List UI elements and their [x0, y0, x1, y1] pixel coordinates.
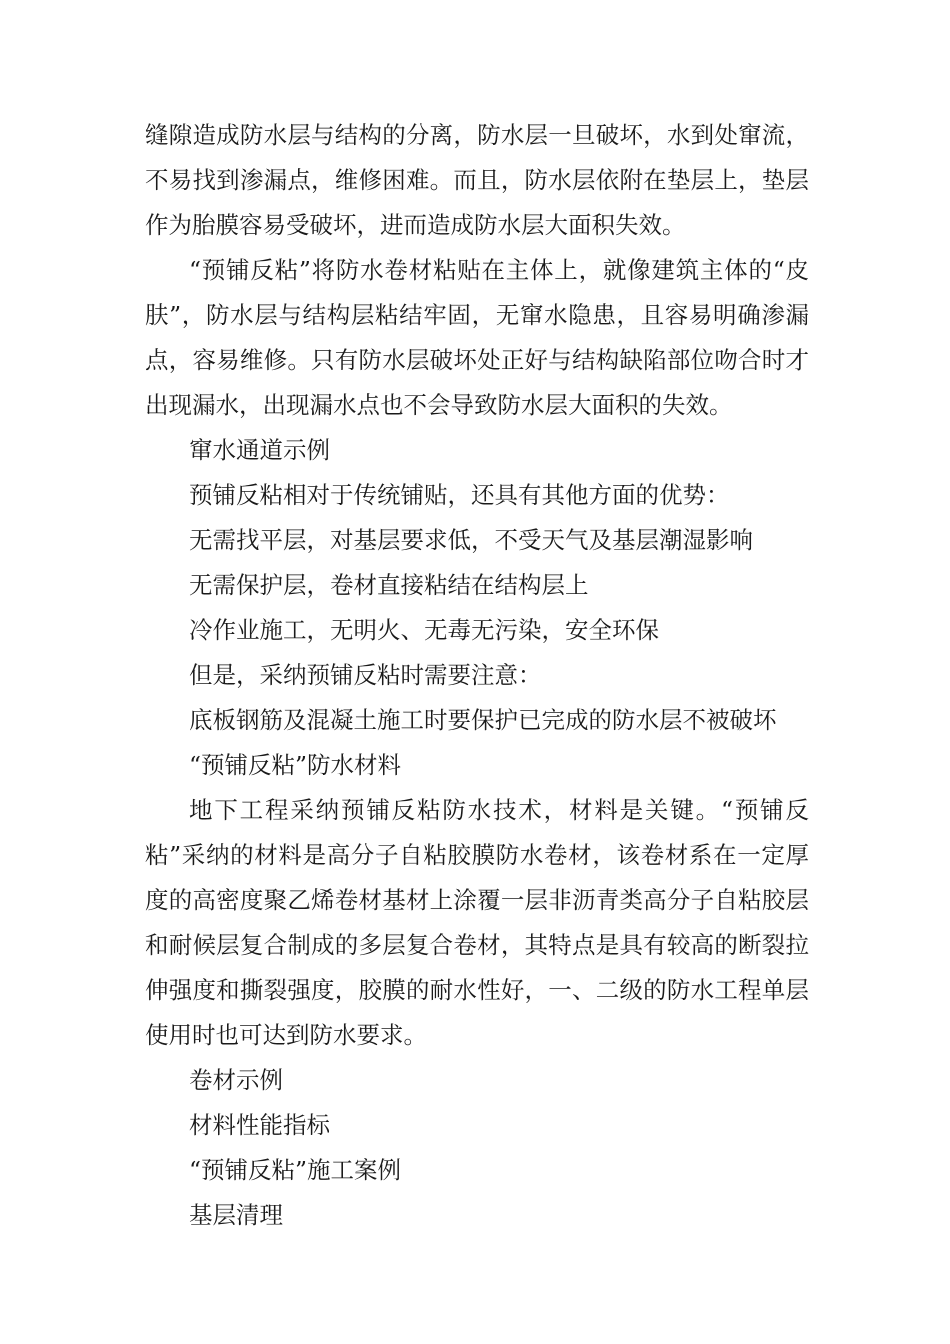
- caption-base-cleaning: 基层清理: [189, 1201, 283, 1229]
- caption-performance-indicators: 材料性能指标: [189, 1111, 330, 1139]
- paragraph-materials: 地下工程采纳预铺反粘防水技术，材料是关键。“预铺反粘”采纳的材料是高分子自粘胶膜防水卷材，该卷材系在一定厚度的高密度聚乙烯卷材基材上涂覆一层非沥青类高分子自粘胶层和耐候层复合制成的多层复合卷材，其特点是具有较高的断裂拉伸强度和撕裂强度，胶膜的耐水性好，一、二级的防水工程单层使用时也可达到防水要求。: [145, 796, 809, 1049]
- paragraph-advantages-intro: 预铺反粘相对于传统铺贴，还具有其他方面的优势：: [189, 481, 730, 509]
- paragraph-skin-analogy: “预铺反粘”将防水卷材粘贴在主体上，就像建筑主体的“皮肤”，防水层与结构层粘结牢固，无窜水隐患，且容易明确渗漏点，容易维修。只有防水层破坏处正好与结构缺陷部位吻合时才出现漏水，出现漏水点也不会导致防水层大面积的失效。: [145, 256, 809, 419]
- advantage-item-3: 冷作业施工，无明火、无毒无污染，安全环保: [189, 616, 659, 644]
- paragraph-caution-intro: 但是，采纳预铺反粘时需要注意：: [189, 661, 542, 689]
- caption-membrane-example: 卷材示例: [189, 1066, 283, 1094]
- document-body: [145, 113, 809, 1238]
- section-heading-materials: “预铺反粘”防水材料: [189, 751, 402, 779]
- advantage-item-2: 无需保护层，卷材直接粘结在结构层上: [189, 571, 589, 599]
- caption-channeling-example: 窜水通道示例: [189, 436, 330, 464]
- caution-item-1: 底板钢筋及混凝土施工时要保护已完成的防水层不被破坏: [189, 706, 777, 734]
- advantage-item-1: 无需找平层，对基层要求低，不受天气及基层潮湿影响: [189, 526, 753, 554]
- paragraph-continuation: 缝隙造成防水层与结构的分离，防水层一旦破坏，水到处窜流，不易找到渗漏点，维修困难。而且，防水层依附在垫层上，垫层作为胎膜容易受破坏，进而造成防水层大面积失效。: [145, 121, 809, 239]
- section-heading-construction-case: “预铺反粘”施工案例: [189, 1156, 402, 1184]
